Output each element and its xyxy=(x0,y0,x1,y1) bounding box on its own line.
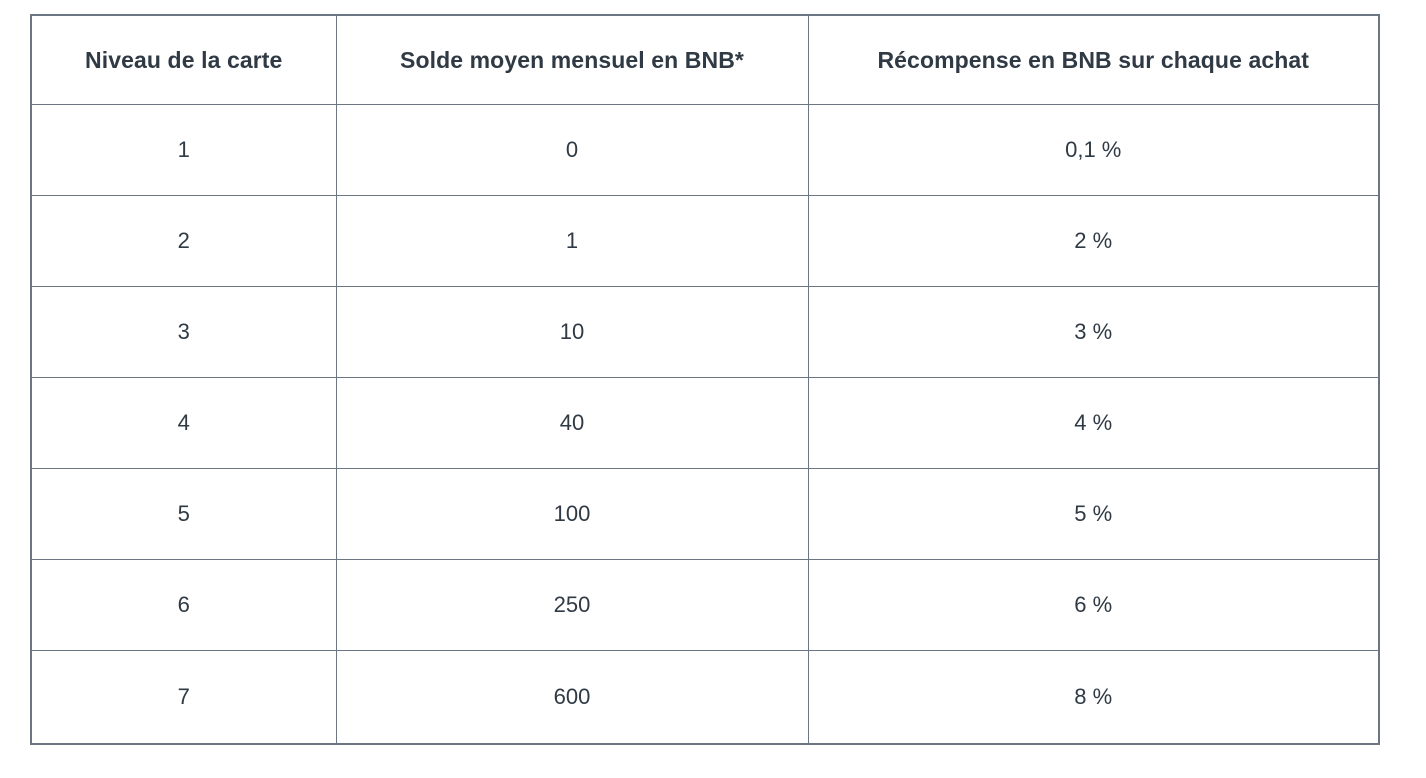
cell-card-level: 6 xyxy=(31,560,336,651)
cell-reward: 8 % xyxy=(808,651,1379,745)
cell-balance: 0 xyxy=(336,105,808,196)
cell-card-level: 7 xyxy=(31,651,336,745)
table-row xyxy=(31,287,1379,378)
cell-card-level: 4 xyxy=(31,378,336,469)
table-row xyxy=(31,378,1379,469)
table-row xyxy=(31,651,1379,745)
table-row xyxy=(31,196,1379,287)
cell-card-level: 1 xyxy=(31,105,336,196)
card-level-reward-table xyxy=(30,14,1380,745)
cell-reward: 2 % xyxy=(808,196,1379,287)
table-row xyxy=(31,105,1379,196)
cell-balance: 100 xyxy=(336,469,808,560)
cell-balance: 10 xyxy=(336,287,808,378)
cell-reward: 0,1 % xyxy=(808,105,1379,196)
table-row xyxy=(31,560,1379,651)
cell-balance: 1 xyxy=(336,196,808,287)
cell-reward: 6 % xyxy=(808,560,1379,651)
table-header-row xyxy=(31,15,1379,105)
column-header-reward-per-purchase: Récompense en BNB sur chaque achat xyxy=(808,15,1379,105)
column-header-average-monthly-balance: Solde moyen mensuel en BNB* xyxy=(336,15,808,105)
cell-card-level: 2 xyxy=(31,196,336,287)
cell-balance: 600 xyxy=(336,651,808,745)
cell-reward: 3 % xyxy=(808,287,1379,378)
cell-balance: 40 xyxy=(336,378,808,469)
table-body xyxy=(31,105,1379,745)
cell-card-level: 5 xyxy=(31,469,336,560)
cell-balance: 250 xyxy=(336,560,808,651)
cell-card-level: 3 xyxy=(31,287,336,378)
column-header-card-level: Niveau de la carte xyxy=(31,15,336,105)
table-header xyxy=(31,15,1379,105)
table-row xyxy=(31,469,1379,560)
cell-reward: 5 % xyxy=(808,469,1379,560)
cell-reward: 4 % xyxy=(808,378,1379,469)
